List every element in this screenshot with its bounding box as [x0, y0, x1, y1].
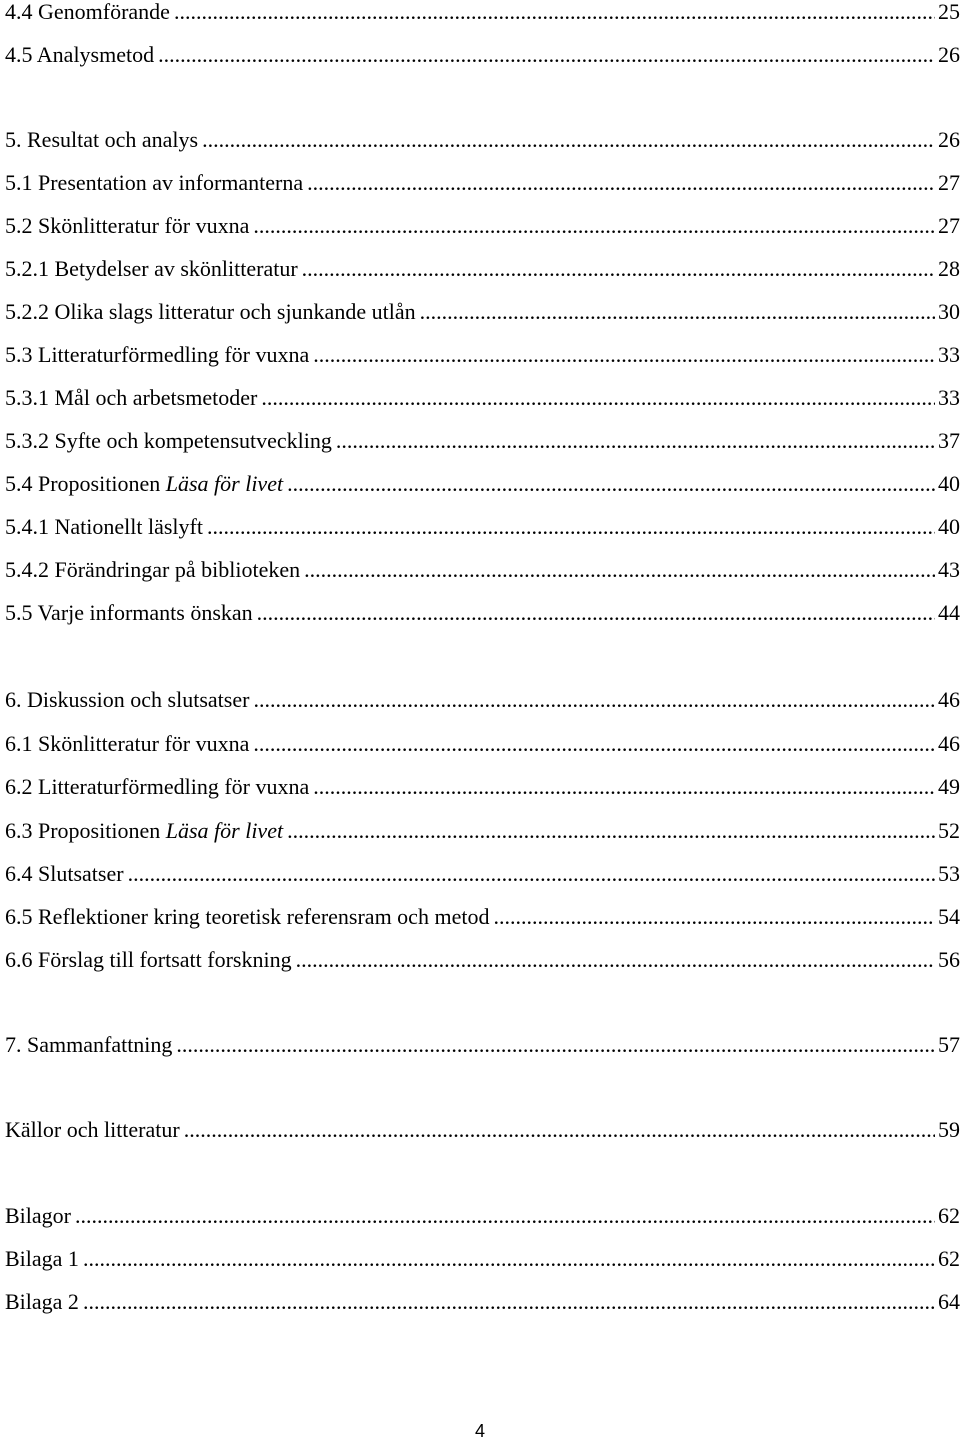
toc-entry[interactable] [5, 125, 960, 155]
toc-entry-page: 43 [938, 557, 960, 582]
toc-leader-dots [184, 1115, 935, 1145]
toc-entry[interactable] [5, 211, 960, 241]
toc-entry[interactable] [5, 1244, 960, 1274]
toc-leader-dots [420, 297, 935, 327]
toc-entry-title: 6.5 Reflektioner kring teoretisk referensram och metod [5, 904, 490, 929]
toc-entry[interactable] [5, 512, 960, 542]
toc-entry-title: 5.3 Litteraturförmedling för vuxna [5, 342, 310, 367]
toc-entry[interactable] [5, 1287, 960, 1317]
toc-entry-title-italic: Läsa för livet [165, 818, 284, 843]
toc-entry-page: 62 [938, 1246, 960, 1271]
toc-entry-title: 5.3.1 Mål och arbetsmetoder [5, 385, 258, 410]
toc-leader-dots [202, 125, 935, 155]
toc-entry-title: 5.1 Presentation av informanterna [5, 170, 304, 195]
toc-entry-page: 27 [938, 213, 960, 238]
toc-leader-dots [207, 512, 935, 542]
toc-entry-title: 7. Sammanfattning [5, 1032, 173, 1057]
toc-entry-title-prefix: 6.3 Propositionen [5, 818, 166, 843]
toc-entry[interactable] [5, 1201, 960, 1231]
toc-leader-dots [287, 816, 935, 846]
toc-entry-title: Bilagor [5, 1203, 71, 1228]
toc-leader-dots [75, 1201, 935, 1231]
toc-entry[interactable] [5, 383, 960, 413]
toc-leader-dots [336, 426, 935, 456]
toc-leader-dots [313, 772, 935, 802]
toc-entry-title [5, 469, 287, 499]
toc-entry-title: 4.4 Genomförande [5, 0, 170, 24]
toc-entry-title: Källor och litteratur [5, 1117, 180, 1142]
toc-entry-page: 26 [938, 42, 960, 67]
toc-entry-page: 37 [938, 428, 960, 453]
toc-entry-title: Bilaga 1 [5, 1246, 79, 1271]
toc-leader-dots [287, 469, 935, 499]
toc-entry[interactable] [5, 1030, 960, 1060]
toc-entry-title: Bilaga 2 [5, 1289, 79, 1314]
toc-entry[interactable] [5, 772, 960, 802]
toc-entry[interactable] [5, 168, 960, 198]
toc-leader-dots [83, 1244, 935, 1274]
toc-entry-title: 5.2.2 Olika slags litteratur och sjunkande utlån [5, 299, 416, 324]
toc-entry-page: 40 [938, 514, 960, 539]
toc-entry[interactable] [5, 816, 960, 846]
toc-entry-title: 5.4.1 Nationellt läslyft [5, 514, 203, 539]
toc-leader-dots [257, 598, 935, 628]
toc-entry-page: 25 [938, 0, 960, 24]
toc-entry-page: 44 [938, 600, 960, 625]
toc-entry-page: 30 [938, 299, 960, 324]
toc-entry[interactable] [5, 1115, 960, 1145]
toc-entry-page: 53 [938, 861, 960, 886]
toc-entry-page: 33 [938, 342, 960, 367]
toc-entry-title: 5.2.1 Betydelser av skönlitteratur [5, 256, 298, 281]
toc-entry-title: 5.4.2 Förändringar på biblioteken [5, 557, 301, 582]
toc-entry-page: 52 [938, 818, 960, 843]
toc-leader-dots [307, 168, 935, 198]
toc-leader-dots [296, 945, 935, 975]
toc-entry[interactable] [5, 902, 960, 932]
page-number: 4 [474, 1421, 485, 1441]
toc-leader-dots [83, 1287, 935, 1317]
toc-entry[interactable] [5, 340, 960, 370]
toc-leader-dots [253, 729, 935, 759]
toc-leader-dots [174, 0, 935, 27]
toc-entry-title: 5. Resultat och analys [5, 127, 199, 152]
toc-entry[interactable] [5, 0, 960, 27]
toc-entry-title: 6.6 Förslag till fortsatt forskning [5, 947, 292, 972]
toc-entry-title: 5.5 Varje informants önskan [5, 600, 253, 625]
toc-entry-page: 46 [938, 731, 960, 756]
toc-entry-page: 33 [938, 385, 960, 410]
toc-leader-dots [253, 685, 935, 715]
toc-leader-dots [128, 859, 935, 889]
toc-entry[interactable] [5, 297, 960, 327]
toc-entry[interactable] [5, 426, 960, 456]
toc-entry-page: 49 [938, 774, 960, 799]
toc-leader-dots [493, 902, 935, 932]
toc-entry-title: 4.5 Analysmetod [5, 42, 155, 67]
toc-entry-title: 6. Diskussion och slutsatser [5, 687, 250, 712]
toc-leader-dots [302, 254, 935, 284]
toc-entry[interactable] [5, 945, 960, 975]
toc-leader-dots [253, 211, 935, 241]
toc-leader-dots [304, 555, 935, 585]
toc-entry-page: 54 [938, 904, 960, 929]
toc-leader-dots [261, 383, 935, 413]
toc-entry-title: 6.4 Slutsatser [5, 861, 124, 886]
toc-entry-title-italic: Läsa för livet [165, 471, 284, 496]
toc-leader-dots [313, 340, 935, 370]
toc-entry-page: 28 [938, 256, 960, 281]
toc-entry[interactable] [5, 254, 960, 284]
toc-entry[interactable] [5, 685, 960, 715]
toc-entry-title: 5.3.2 Syfte och kompetensutveckling [5, 428, 332, 453]
toc-entry-title [5, 816, 287, 846]
toc-entry-page: 56 [938, 947, 960, 972]
toc-entry[interactable] [5, 555, 960, 585]
toc-entry-page: 26 [938, 127, 960, 152]
toc-leader-dots [158, 40, 935, 70]
toc-entry[interactable] [5, 469, 960, 499]
toc-entry[interactable] [5, 40, 960, 70]
toc-entry-title-prefix: 5.4 Propositionen [5, 471, 166, 496]
toc-entry-page: 62 [938, 1203, 960, 1228]
toc-leader-dots [176, 1030, 935, 1060]
toc-entry-page: 46 [938, 687, 960, 712]
toc-entry[interactable] [5, 859, 960, 889]
toc-entry[interactable] [5, 598, 960, 628]
toc-entry-page: 57 [938, 1032, 960, 1057]
toc-entry-page: 27 [938, 170, 960, 195]
toc-entry[interactable] [5, 729, 960, 759]
toc-entry-title: 5.2 Skönlitteratur för vuxna [5, 213, 250, 238]
toc-entry-page: 40 [938, 471, 960, 496]
toc-entry-title: 6.1 Skönlitteratur för vuxna [5, 731, 250, 756]
toc-entry-page: 64 [938, 1289, 960, 1314]
toc-entry-title: 6.2 Litteraturförmedling för vuxna [5, 774, 310, 799]
toc-entry-page: 59 [938, 1117, 960, 1142]
